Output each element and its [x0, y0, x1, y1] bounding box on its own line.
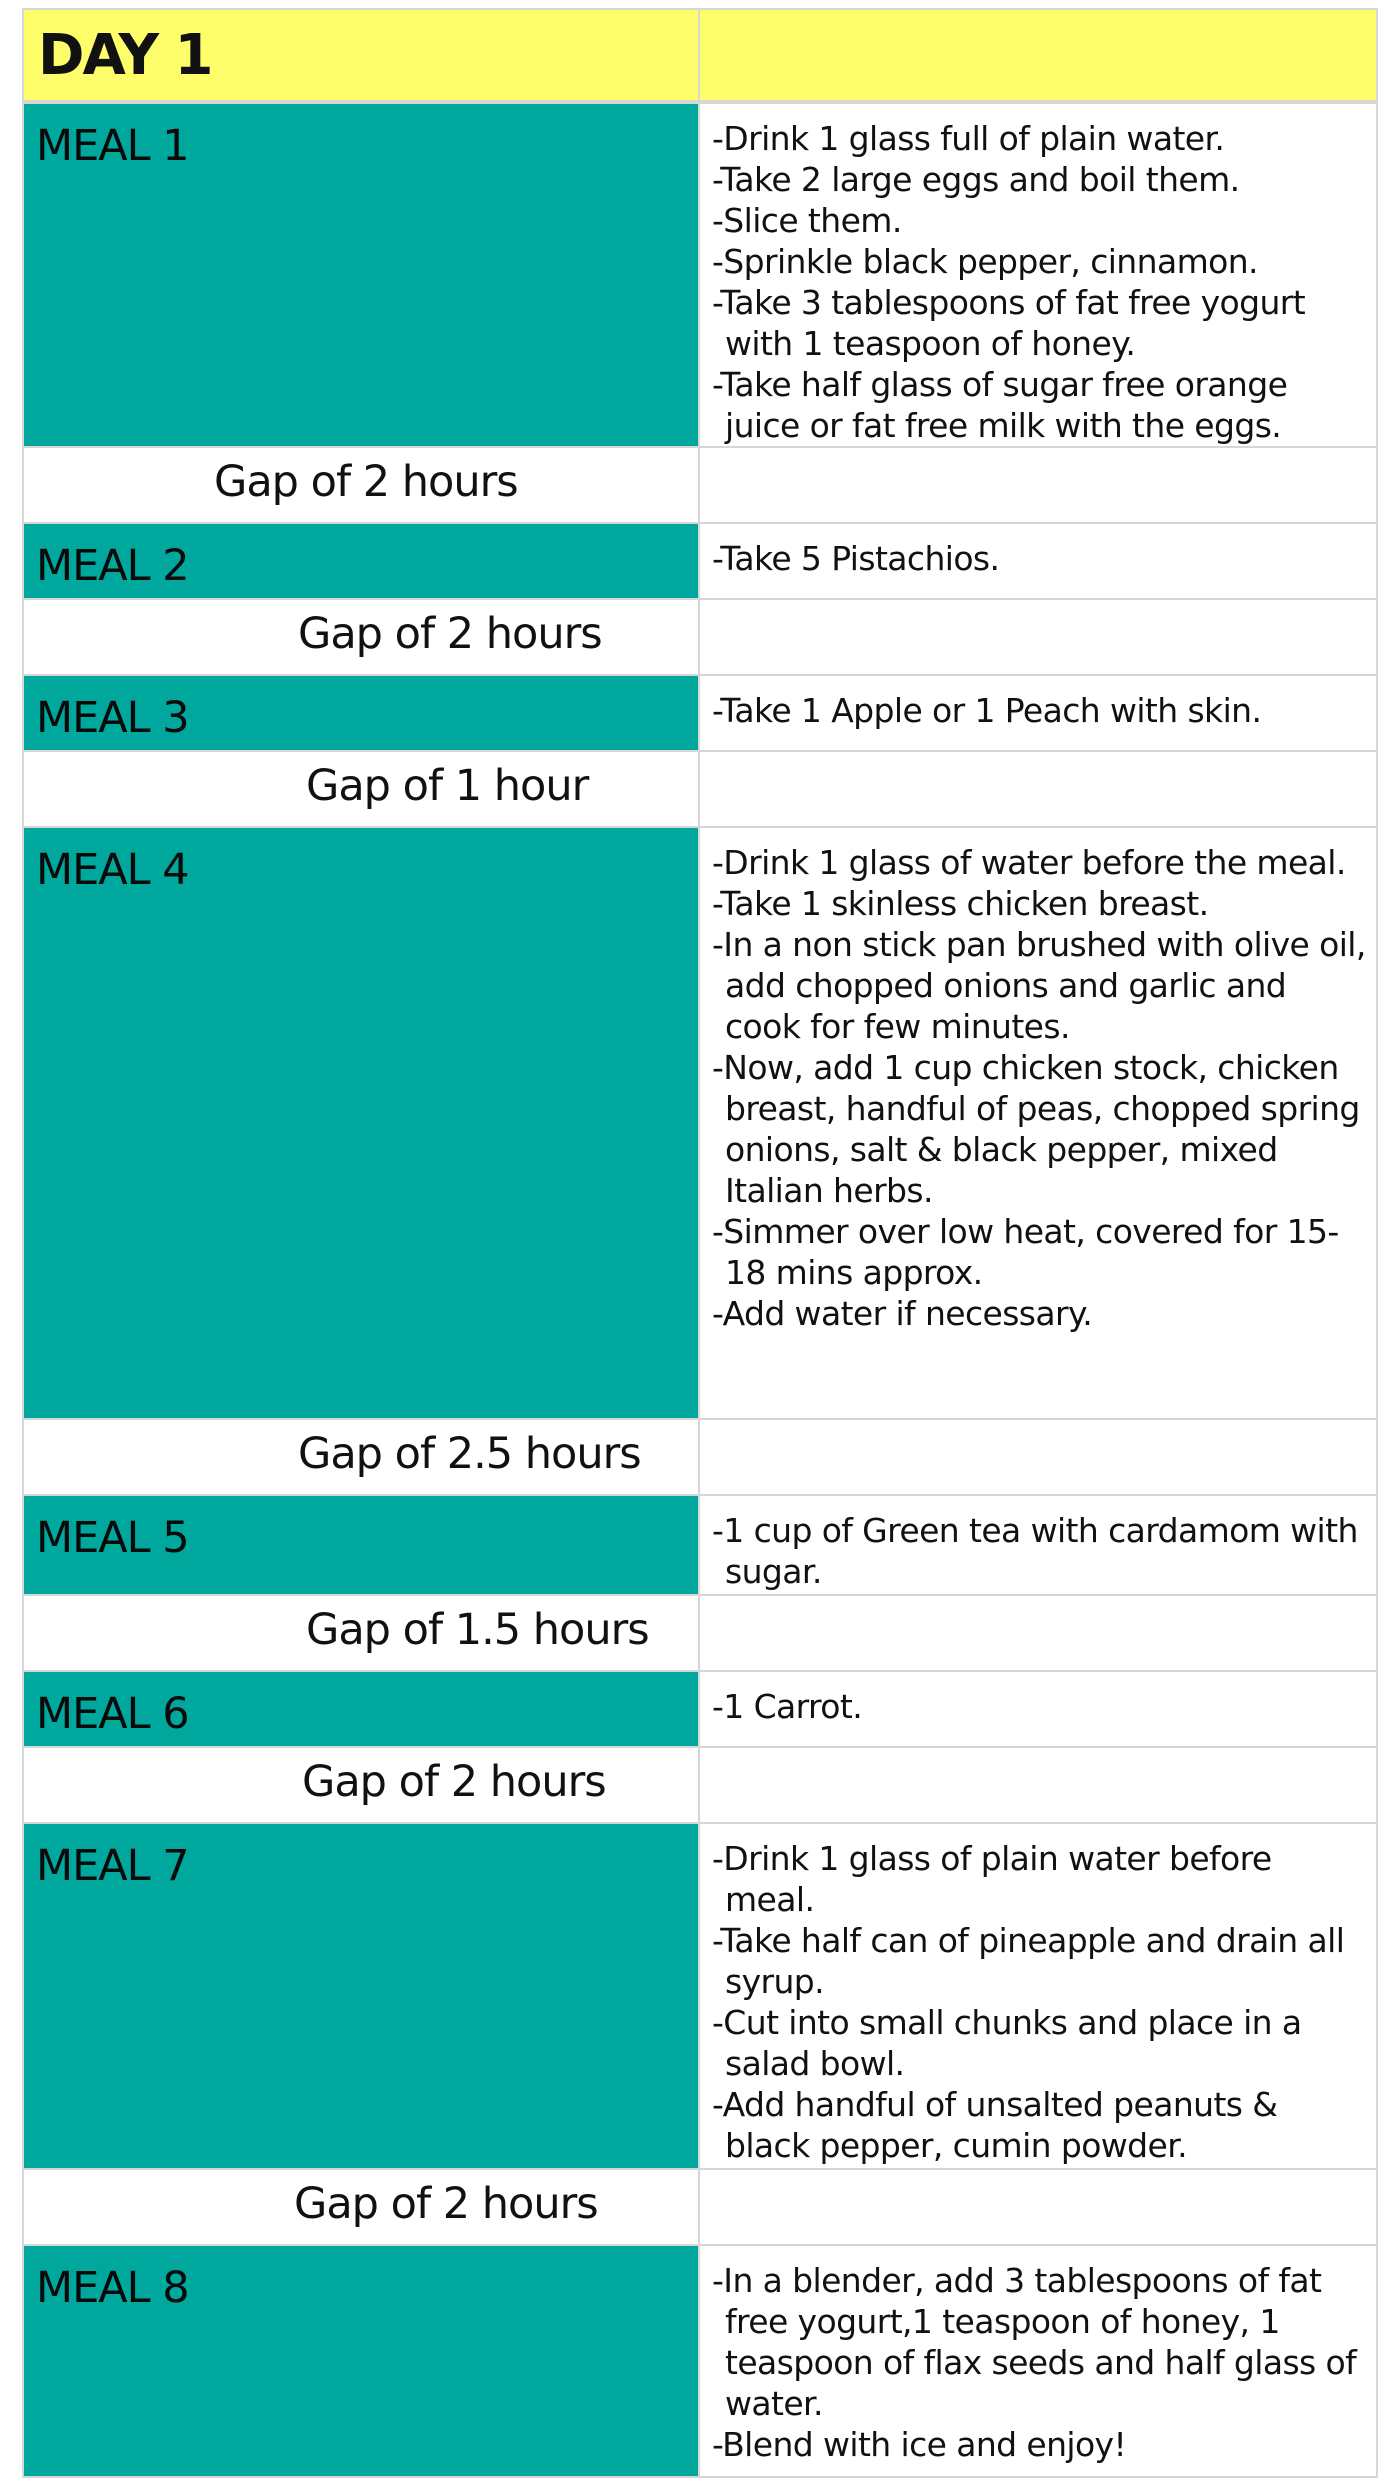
meal-step: -Add water if necessary. — [712, 1294, 1093, 1333]
meal-step: -Take 1 skinless chicken breast. — [712, 884, 1209, 923]
gap-cell — [22, 1596, 698, 1670]
meal-step: -Simmer over low heat, covered for 15-18 mins approx. — [712, 1212, 1339, 1292]
gap-row — [22, 1596, 1378, 1672]
gap-row — [22, 1420, 1378, 1496]
meal-step: -Take 1 Apple or 1 Peach with skin. — [712, 691, 1262, 730]
meal-row — [22, 102, 1378, 448]
meal-name-cell — [22, 524, 698, 598]
meal-name-cell — [22, 1824, 698, 2168]
meal-name: MEAL 6 — [36, 1689, 189, 1739]
gap-cell — [22, 600, 698, 674]
meal-name: MEAL 5 — [36, 1513, 189, 1563]
meal-step: -1 Carrot. — [712, 1687, 863, 1726]
meal-step: -Take 3 tablespoons of fat free yogurt with 1 teaspoon of honey. — [712, 283, 1306, 363]
gap-label: Gap of 2 hours — [294, 2179, 598, 2229]
gap-empty-cell — [698, 1596, 1378, 1670]
meal-name: MEAL 4 — [36, 845, 189, 895]
meal-steps-cell — [698, 828, 1378, 1418]
meal-steps-cell — [698, 676, 1378, 750]
meal-steps-list — [700, 1824, 1376, 2166]
meal-name: MEAL 1 — [36, 121, 189, 171]
meal-row — [22, 1824, 1378, 2170]
meal-step: -Slice them. — [712, 201, 902, 240]
gap-cell — [22, 448, 698, 522]
meal-steps-list — [700, 828, 1376, 1334]
meal-step: -Blend with ice and enjoy! — [712, 2425, 1127, 2464]
day-title: DAY 1 — [38, 23, 212, 88]
meal-name: MEAL 3 — [36, 693, 189, 743]
meal-steps-list — [700, 676, 1376, 731]
meal-steps-list — [700, 1496, 1376, 1592]
meal-name-cell — [22, 676, 698, 750]
gap-label: Gap of 1.5 hours — [306, 1605, 649, 1655]
meal-step: -Cut into small chunks and place in a salad bowl. — [712, 2003, 1302, 2083]
gap-label: Gap of 2 hours — [214, 457, 518, 507]
meal-step: -Take half can of pineapple and drain all syrup. — [712, 1921, 1345, 2001]
gap-row — [22, 1748, 1378, 1824]
gap-empty-cell — [698, 752, 1378, 826]
gap-row — [22, 752, 1378, 828]
meal-steps-cell — [698, 1824, 1378, 2168]
meal-steps-cell — [698, 524, 1378, 598]
meal-steps-list — [700, 104, 1376, 446]
gap-empty-cell — [698, 1748, 1378, 1822]
gap-cell — [22, 2170, 698, 2244]
meal-step: -In a non stick pan brushed with olive oil, add chopped onions and garlic and cook for few minutes. — [712, 925, 1366, 1046]
meal-step: -Take 5 Pistachios. — [712, 539, 1000, 578]
meal-steps-cell — [698, 104, 1378, 446]
gap-cell — [22, 1748, 698, 1822]
meal-steps-list — [700, 2246, 1376, 2465]
meal-row — [22, 828, 1378, 1420]
day-header-row — [22, 8, 1378, 102]
gap-empty-cell — [698, 600, 1378, 674]
meal-step: -Now, add 1 cup chicken stock, chicken breast, handful of peas, chopped spring onions, salt & black pepper, mixed Italian herbs. — [712, 1048, 1360, 1210]
meal-steps-list — [700, 524, 1376, 579]
meal-step: -Add handful of unsalted peanuts & black pepper, cumin powder. — [712, 2085, 1278, 2165]
gap-label: Gap of 1 hour — [306, 761, 589, 811]
meal-steps-cell — [698, 1672, 1378, 1746]
gap-label: Gap of 2 hours — [302, 1757, 606, 1807]
meal-name-cell — [22, 828, 698, 1418]
meal-name-cell — [22, 2246, 698, 2476]
meal-row — [22, 524, 1378, 600]
meal-steps-cell — [698, 1496, 1378, 1594]
meal-row — [22, 1496, 1378, 1596]
meal-name: MEAL 8 — [36, 2263, 189, 2313]
meal-name: MEAL 7 — [36, 1841, 189, 1891]
meal-row — [22, 1672, 1378, 1748]
meal-step: -Sprinkle black pepper, cinnamon. — [712, 242, 1258, 281]
meal-name-cell — [22, 1496, 698, 1594]
meal-steps-cell — [698, 2246, 1378, 2476]
meal-name: MEAL 2 — [36, 541, 189, 591]
gap-label: Gap of 2.5 hours — [298, 1429, 641, 1479]
gap-cell — [22, 752, 698, 826]
meal-step: -Drink 1 glass full of plain water. — [712, 119, 1225, 158]
meal-row — [22, 2246, 1378, 2478]
meal-step: -Take 2 large eggs and boil them. — [712, 160, 1240, 199]
meal-step: -Drink 1 glass of plain water before meal. — [712, 1839, 1272, 1919]
meal-name-cell — [22, 104, 698, 446]
meal-steps-list — [700, 1672, 1376, 1727]
meal-step: -In a blender, add 3 tablespoons of fat free yogurt,1 teaspoon of honey, 1 teaspoon of flax seeds and half glass of water. — [712, 2261, 1357, 2423]
gap-cell — [22, 1420, 698, 1494]
gap-row — [22, 600, 1378, 676]
meal-step: -1 cup of Green tea with cardamom with sugar. — [712, 1511, 1358, 1591]
gap-row — [22, 448, 1378, 524]
day-header-cell — [22, 10, 698, 100]
meal-step: -Take half glass of sugar free orange juice or fat free milk with the eggs. — [712, 365, 1288, 445]
meal-step: -Drink 1 glass of water before the meal. — [712, 843, 1346, 882]
gap-empty-cell — [698, 448, 1378, 522]
diet-plan-table — [22, 8, 1378, 2478]
day-header-empty-cell — [698, 10, 1378, 100]
gap-row — [22, 2170, 1378, 2246]
meal-rows — [22, 102, 1378, 2478]
gap-label: Gap of 2 hours — [298, 609, 602, 659]
meal-name-cell — [22, 1672, 698, 1746]
meal-row — [22, 676, 1378, 752]
gap-empty-cell — [698, 1420, 1378, 1494]
gap-empty-cell — [698, 2170, 1378, 2244]
